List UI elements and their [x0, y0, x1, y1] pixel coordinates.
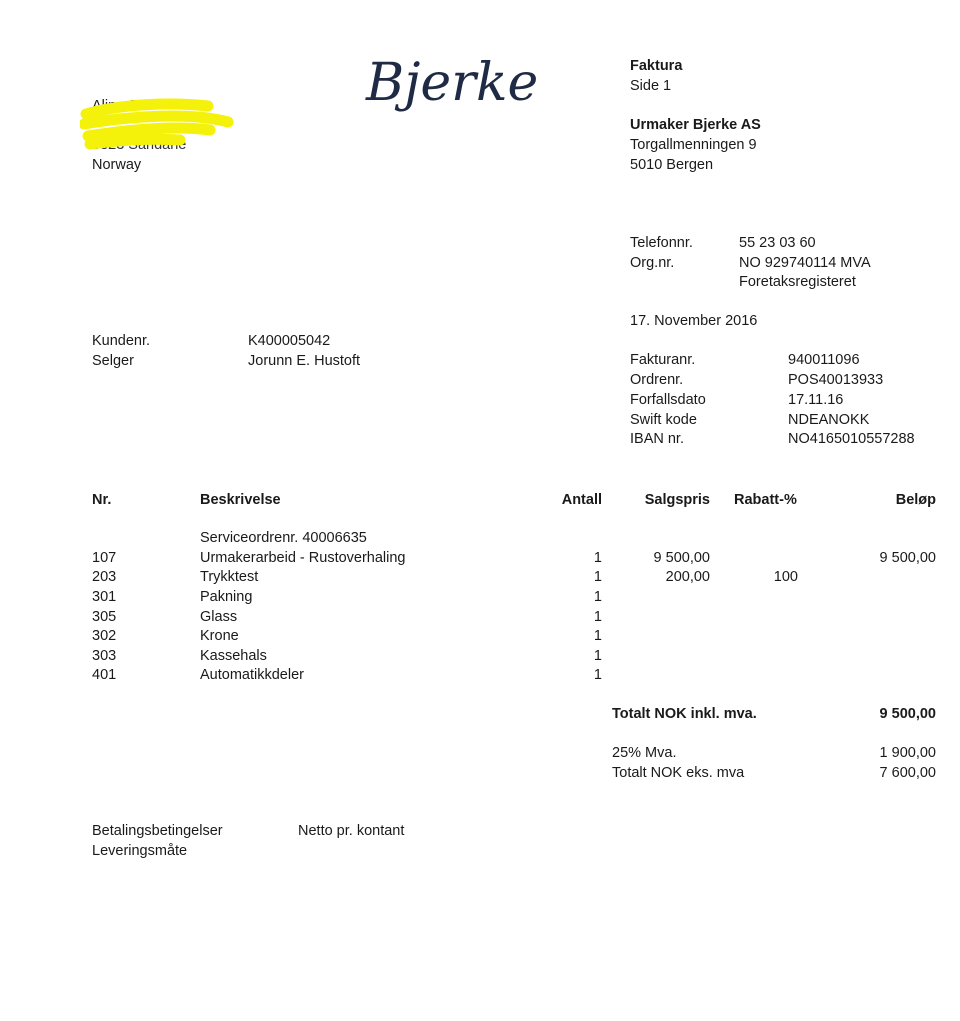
row-quantity: 1	[593, 569, 602, 585]
invoice-number-label: Fakturanr.	[630, 352, 696, 368]
due-date-label: Forfallsdato	[630, 392, 706, 408]
iban-value: NO4165010557288	[788, 431, 915, 447]
row-quantity: 1	[593, 648, 602, 664]
row-quantity: 1	[593, 609, 602, 625]
row-description: Krone	[200, 628, 239, 644]
row-price: 200,00	[665, 569, 710, 585]
phone-value: 55 23 03 60	[739, 235, 816, 251]
swift-value: NDEANOKK	[788, 412, 870, 428]
row-discount: 100	[773, 569, 798, 585]
logo-text: Bjerke	[366, 53, 539, 113]
customer-number-label: Kundenr.	[92, 333, 151, 349]
row-quantity: 1	[593, 628, 602, 644]
order-number-label: Ordrenr.	[630, 372, 684, 388]
col-header-description: Beskrivelse	[200, 492, 281, 508]
row-nr: 401	[92, 667, 117, 683]
swift-label: Swift kode	[630, 412, 697, 428]
total-excl-value: 7 600,00	[879, 765, 936, 781]
document-title: Faktura	[630, 58, 683, 74]
invoice-date: 17. November 2016	[630, 313, 758, 329]
row-nr: 107	[92, 550, 117, 566]
row-description: Glass	[200, 609, 238, 625]
org-label: Org.nr.	[630, 255, 675, 271]
vat-label: 25% Mva.	[612, 745, 677, 761]
row-price: 9 500,00	[653, 550, 710, 566]
row-description: Trykktest	[200, 569, 259, 585]
company-name: Urmaker Bjerke AS	[630, 117, 761, 133]
customer-city: 6823 Sandane	[92, 137, 187, 153]
seller-label: Selger	[92, 353, 134, 369]
customer-number-value: K400005042	[248, 333, 331, 349]
phone-label: Telefonnr.	[630, 235, 693, 251]
service-order-number: Serviceordrenr. 40006635	[200, 530, 367, 546]
col-header-quantity: Antall	[561, 492, 602, 508]
payment-terms-value: Netto pr. kontant	[298, 823, 405, 839]
seller-value: Jorunn E. Hustoft	[248, 353, 361, 369]
company-street: Torgallmenningen 9	[630, 137, 757, 153]
page-number: Side 1	[630, 78, 672, 94]
customer-country: Norway	[92, 157, 142, 173]
total-excl-label: Totalt NOK eks. mva	[612, 765, 745, 781]
customer-name: Aline Sa	[92, 98, 147, 114]
iban-label: IBAN nr.	[630, 431, 684, 447]
row-amount: 9 500,00	[879, 550, 936, 566]
row-nr: 305	[92, 609, 117, 625]
col-header-discount: Rabatt-%	[734, 492, 797, 508]
row-description: Automatikkdeler	[200, 667, 304, 683]
row-nr: 301	[92, 589, 117, 605]
order-number-value: POS40013933	[788, 372, 884, 388]
total-incl-label: Totalt NOK inkl. mva.	[612, 706, 757, 722]
col-header-nr: Nr.	[92, 492, 112, 508]
row-nr: 302	[92, 628, 117, 644]
delivery-method-label: Leveringsmåte	[92, 843, 188, 859]
col-header-price: Salgspris	[644, 492, 710, 508]
org-value: NO 929740114 MVA	[739, 255, 871, 271]
row-description: Urmakerarbeid - Rustoverhaling	[200, 550, 406, 566]
invoice-number-value: 940011096	[788, 352, 860, 368]
row-description: Kassehals	[200, 648, 267, 664]
payment-terms-label: Betalingsbetingelser	[92, 823, 223, 839]
vat-value: 1 900,00	[879, 745, 936, 761]
row-nr: 303	[92, 648, 117, 664]
row-nr: 203	[92, 569, 117, 585]
due-date-value: 17.11.16	[788, 392, 844, 408]
col-header-amount: Beløp	[895, 492, 936, 508]
highlighter-redaction	[80, 92, 240, 152]
row-quantity: 1	[593, 550, 602, 566]
row-description: Pakning	[200, 589, 253, 605]
bjerke-logo	[360, 44, 570, 124]
org-registry: Foretaksregisteret	[739, 274, 856, 290]
row-quantity: 1	[593, 589, 602, 605]
row-quantity: 1	[593, 667, 602, 683]
company-city: 5010 Bergen	[630, 157, 714, 173]
total-incl-value: 9 500,00	[879, 706, 936, 722]
